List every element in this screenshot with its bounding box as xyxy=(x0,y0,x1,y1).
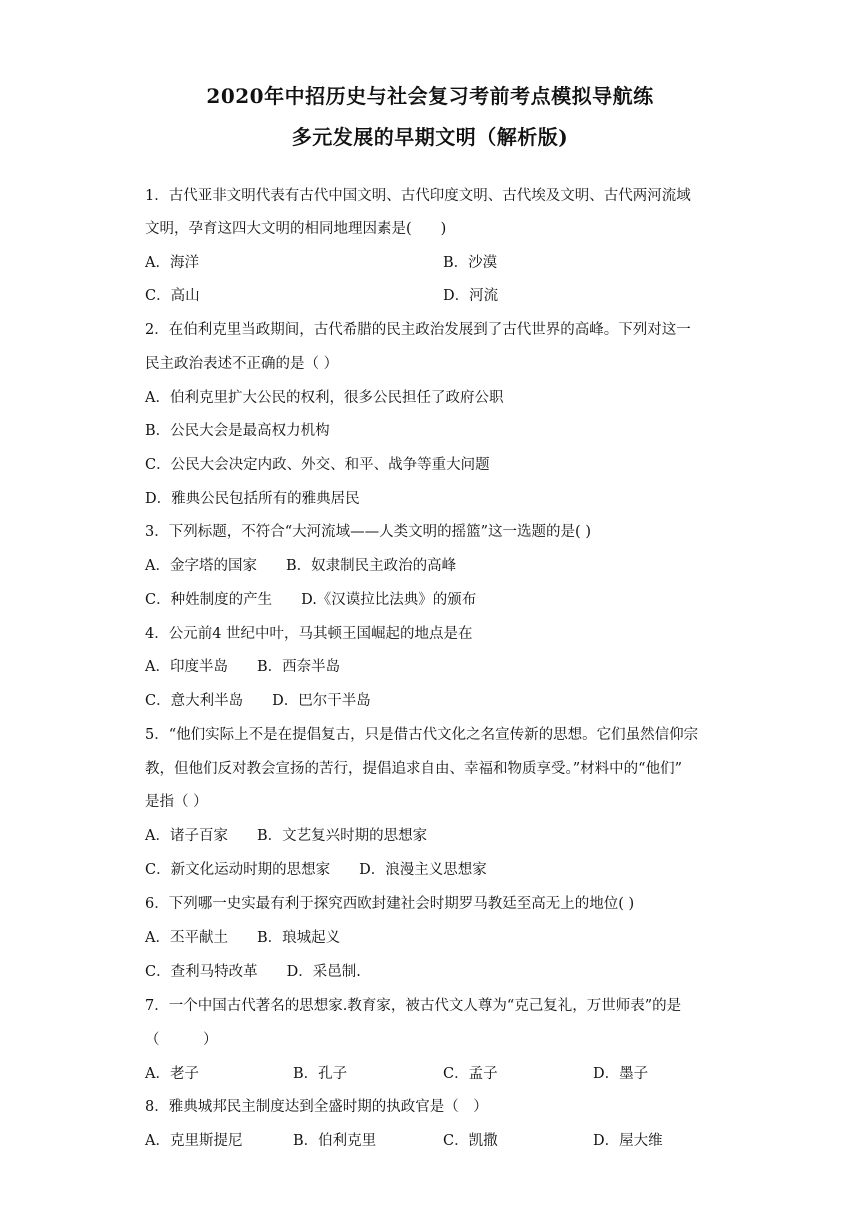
question-5-stem-line3: 是指（ ） xyxy=(145,794,208,810)
question-7-option-a: A．老子 xyxy=(145,1066,199,1082)
question-2-option-b: B．公民大会是最高权力机构 xyxy=(145,423,330,439)
question-2-stem-line2: 民主政治表述不正确的是（ ） xyxy=(145,356,339,372)
question-2-stem-line1: 2．在伯利克里当政期间，古代希腊的民主政治发展到了古代世界的高峰。下列对这一 xyxy=(145,322,691,338)
question-3-options-ab: A．金字塔的国家 B．奴隶制民主政治的高峰 xyxy=(145,558,457,574)
question-8-stem: 8．雅典城邦民主制度达到全盛时期的执政官是（ ） xyxy=(145,1099,488,1115)
document-subtitle: 多元发展的早期文明（解析版) xyxy=(291,125,569,149)
question-1-stem-line1: 1．古代亚非文明代表有古代中国文明、古代印度文明、古代埃及文明、古代两河流域 xyxy=(145,188,691,204)
question-5-stem-line2: 教，但他们反对教会宣扬的苦行，提倡追求自由、幸福和物质享受。”材料中的“他们” xyxy=(145,761,682,777)
question-7-option-b: B．孔子 xyxy=(293,1066,348,1082)
question-3-options-cd: C．种姓制度的产生 D.《汉谟拉比法典》的颁布 xyxy=(145,592,477,608)
document-title: 2020年中招历史与社会复习考前考点模拟导航练 xyxy=(206,84,654,108)
question-8-option-c: C．凯撒 xyxy=(443,1133,498,1149)
question-6-options-ab: A．丕平献土 B．琅城起义 xyxy=(145,930,341,946)
question-6-stem: 6．下列哪一史实最有利于探究西欧封建社会时期罗马教廷至高无上的地位( ) xyxy=(145,896,635,912)
question-7-option-d: D．墨子 xyxy=(593,1066,649,1082)
question-1-option-b: B．沙漠 xyxy=(443,255,498,271)
question-4-options-ab: A．印度半岛 B．西奈半岛 xyxy=(145,659,341,675)
question-8-option-a: A．克里斯提尼 xyxy=(145,1133,243,1149)
question-8-option-d: D．屋大维 xyxy=(593,1133,663,1149)
question-2-option-a: A．伯利克里扩大公民的权利，很多公民担任了政府公职 xyxy=(145,390,504,406)
question-1-option-a: A．海洋 xyxy=(145,255,199,271)
question-1-stem-line2: 文明，孕育这四大文明的相同地理因素是( ) xyxy=(145,221,447,237)
question-5-options-ab: A．诸子百家 B．文艺复兴时期的思想家 xyxy=(145,828,428,844)
question-4-options-cd: C．意大利半岛 D．巴尔干半岛 xyxy=(145,693,371,709)
question-8-option-b: B．伯利克里 xyxy=(293,1133,377,1149)
question-1-option-d: D．河流 xyxy=(443,288,499,304)
question-7-stem-line2: （ ） xyxy=(145,1032,218,1048)
question-4-stem: 4．公元前4 世纪中叶，马其顿王国崛起的地点是在 xyxy=(145,626,473,642)
question-5-stem-line1: 5．“他们实际上不是在提倡复古，只是借古代文化之名宣传新的思想。它们虽然信仰宗 xyxy=(145,727,699,743)
question-7-option-c: C．孟子 xyxy=(443,1066,498,1082)
question-2-option-d: D．雅典公民包括所有的雅典居民 xyxy=(145,491,360,507)
question-5-options-cd: C．新文化运动时期的思想家 D．浪漫主义思想家 xyxy=(145,862,487,878)
question-2-option-c: C．公民大会决定内政、外交、和平、战争等重大问题 xyxy=(145,457,490,473)
question-1-option-c: C．高山 xyxy=(145,288,200,304)
question-7-stem-line1: 7．一个中国古代著名的思想家.教育家，被古代文人尊为“克己复礼，万世师表”的是 xyxy=(145,998,682,1014)
question-6-options-cd: C．查利马特改革 D．采邑制. xyxy=(145,964,361,980)
question-3-stem: 3．下列标题，不符合“大河流域——人类文明的摇篮”这一选题的是( ) xyxy=(145,524,591,540)
